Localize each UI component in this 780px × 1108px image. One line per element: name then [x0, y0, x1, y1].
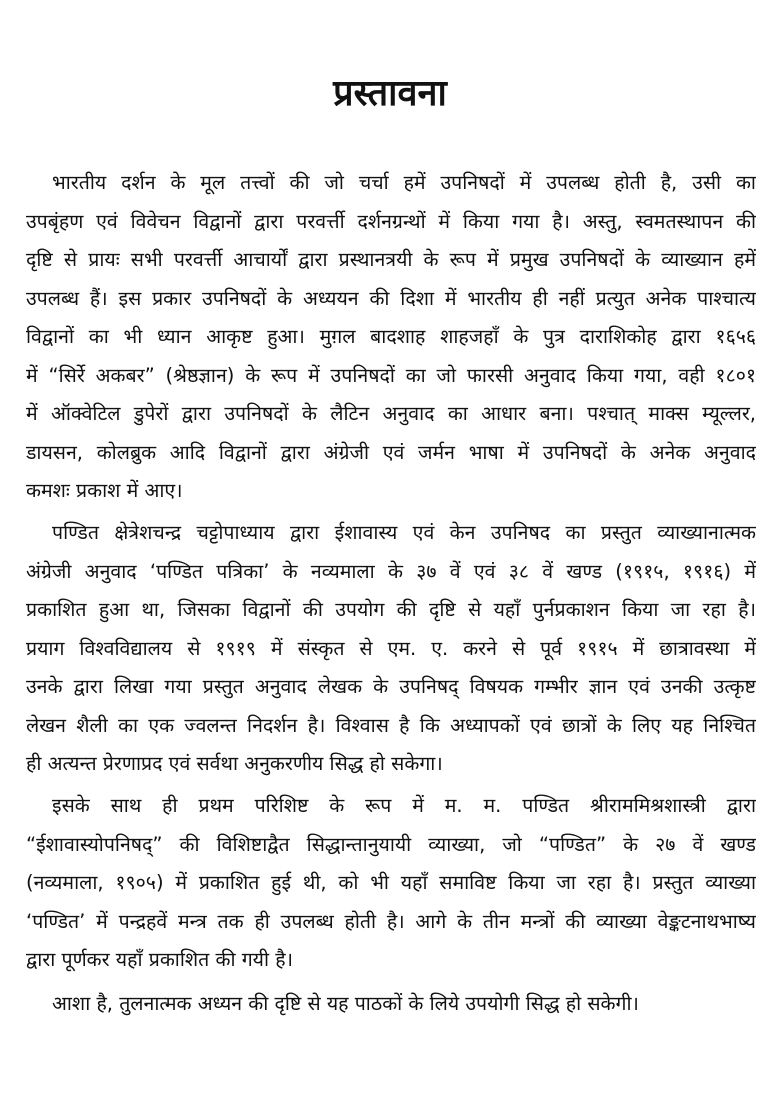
text-line: उनके द्वारा लिखा गया प्रस्तुत अनुवाद लेखक के उपनिषद् विषयक गम्भीर ज्ञान एवं उनकी उत्कृष्ट [26, 675, 756, 698]
text-line: अंग्रेजी अनुवाद ‘पण्डित पत्रिका’ के नव्यमाला के ३७ वें एवं ३८ वें खण्ड (१९१५, १९१६) में [26, 559, 756, 583]
paragraph-2 [26, 514, 756, 784]
paragraph-4 [26, 985, 756, 1024]
text-line: में “सिर्रे अकबर” (श्रेष्ठज्ञान) के रूप में उपनिषदों का जो फारसी अनुवाद किया गया, वही १८०१ [26, 363, 756, 387]
text-line: पण्डित क्षेत्रेशचन्द्र चट्टोपाध्याय द्वारा ईशावास्य एवं केन उपनिषद का प्रस्तुत व्याख्यानात्मक [52, 521, 756, 544]
text-line: प्रयाग विश्वविद्यालय से १९१९ में संस्कृत से एम. ए. करने से पूर्व १९१५ में छात्रावस्था में [26, 636, 756, 660]
text-line: भारतीय दर्शन के मूल तत्त्वों की जो चर्चा हमें उपनिषदों में उपलब्ध होती है, उसी का [52, 171, 756, 194]
text-line: ही अत्यन्त प्रेरणाप्रद एवं सर्वथा अनुकरणीय सिद्ध हो सकेगा। [26, 752, 443, 775]
text-line: इसके साथ ही प्रथम परिशिष्ट के रूप में म. म. पण्डित श्रीराममिश्रशास्त्री द्वारा [52, 794, 756, 817]
text-line: आशा है, तुलनात्मक अध्यन की दृष्टि से यह पाठकों के लिये उपयोगी सिद्ध हो सकेगी। [52, 992, 639, 1015]
text-line: प्रकाशित हुआ था, जिसका विद्वानों की उपयोग की दृष्टि से यहाँ पुर्नप्रकाशन किया जा रहा है। [26, 598, 756, 621]
text-line: लेखन शैली का एक ज्वलन्त निदर्शन है। विश्वास है कि अध्यापकों एवं छात्रों के लिए यह निश्चित [26, 713, 756, 737]
text-line: उपलब्ध हैं। इस प्रकार उपनिषदों के अध्ययन की दिशा में भारतीय ही नहीं प्रत्युत अनेक पाश्चात्य [26, 286, 756, 310]
page-title: प्रस्तावना [333, 73, 447, 114]
text-line: (नव्यमाला, १९०५) में प्रकाशित हुई थी, को भी यहाँ समाविष्ट किया जा रहा है। प्रस्तुत व्याख्या [26, 871, 756, 894]
paragraph-1 [26, 164, 756, 511]
text-line: कमशः प्रकाश में आए। [26, 479, 183, 502]
text-line: विद्वानों का भी ध्यान आकृष्ट हुआ। मुग़ल बादशाह शाहजहाँ के पुत्र दाराशिकोह द्वारा १६५६ [26, 325, 756, 348]
paragraph-3 [26, 787, 756, 980]
text-line: में ऑक्वेटिल डुपेरों द्वारा उपनिषदों के लैटिन अनुवाद का आधार बना। पश्चात् माक्स म्यूल्लर, [26, 402, 756, 425]
text-line: डायसन, कोलब्रुक आदि विद्वानों द्वारा अंग्रेजी एवं जर्मन भाषा में उपनिषदों के अनेक अनुवाद [26, 440, 756, 464]
text-line: उपबृंहण एवं विवेचन विद्वानों द्वारा परवर्त्ती दर्शनग्रन्थों में किया गया है। अस्तु, स्वमतस्थापन की [26, 209, 756, 233]
text-line: दृष्टि से प्रायः सभी परवर्त्ती आचार्यों द्वारा प्रस्थानत्रयी के रूप में प्रमुख उपनिषदों के व्याख्यान हमें [26, 248, 756, 271]
text-line: “ईशावास्योपनिषद्” की विशिष्टाद्वैत सिद्धान्तानुयायी व्याख्या, जो “पण्डित” के २७ वें खण्ड [26, 832, 756, 856]
text-line: द्वारा पूर्णकर यहाँ प्रकाशित की गयी है। [26, 948, 293, 971]
text-line: ‘पण्डित’ में पन्द्रहवें मन्त्र तक ही उपलब्ध होती है। आगे के तीन मन्त्रों की व्याख्या वेङ्कटनाथभाष्य [26, 909, 756, 933]
